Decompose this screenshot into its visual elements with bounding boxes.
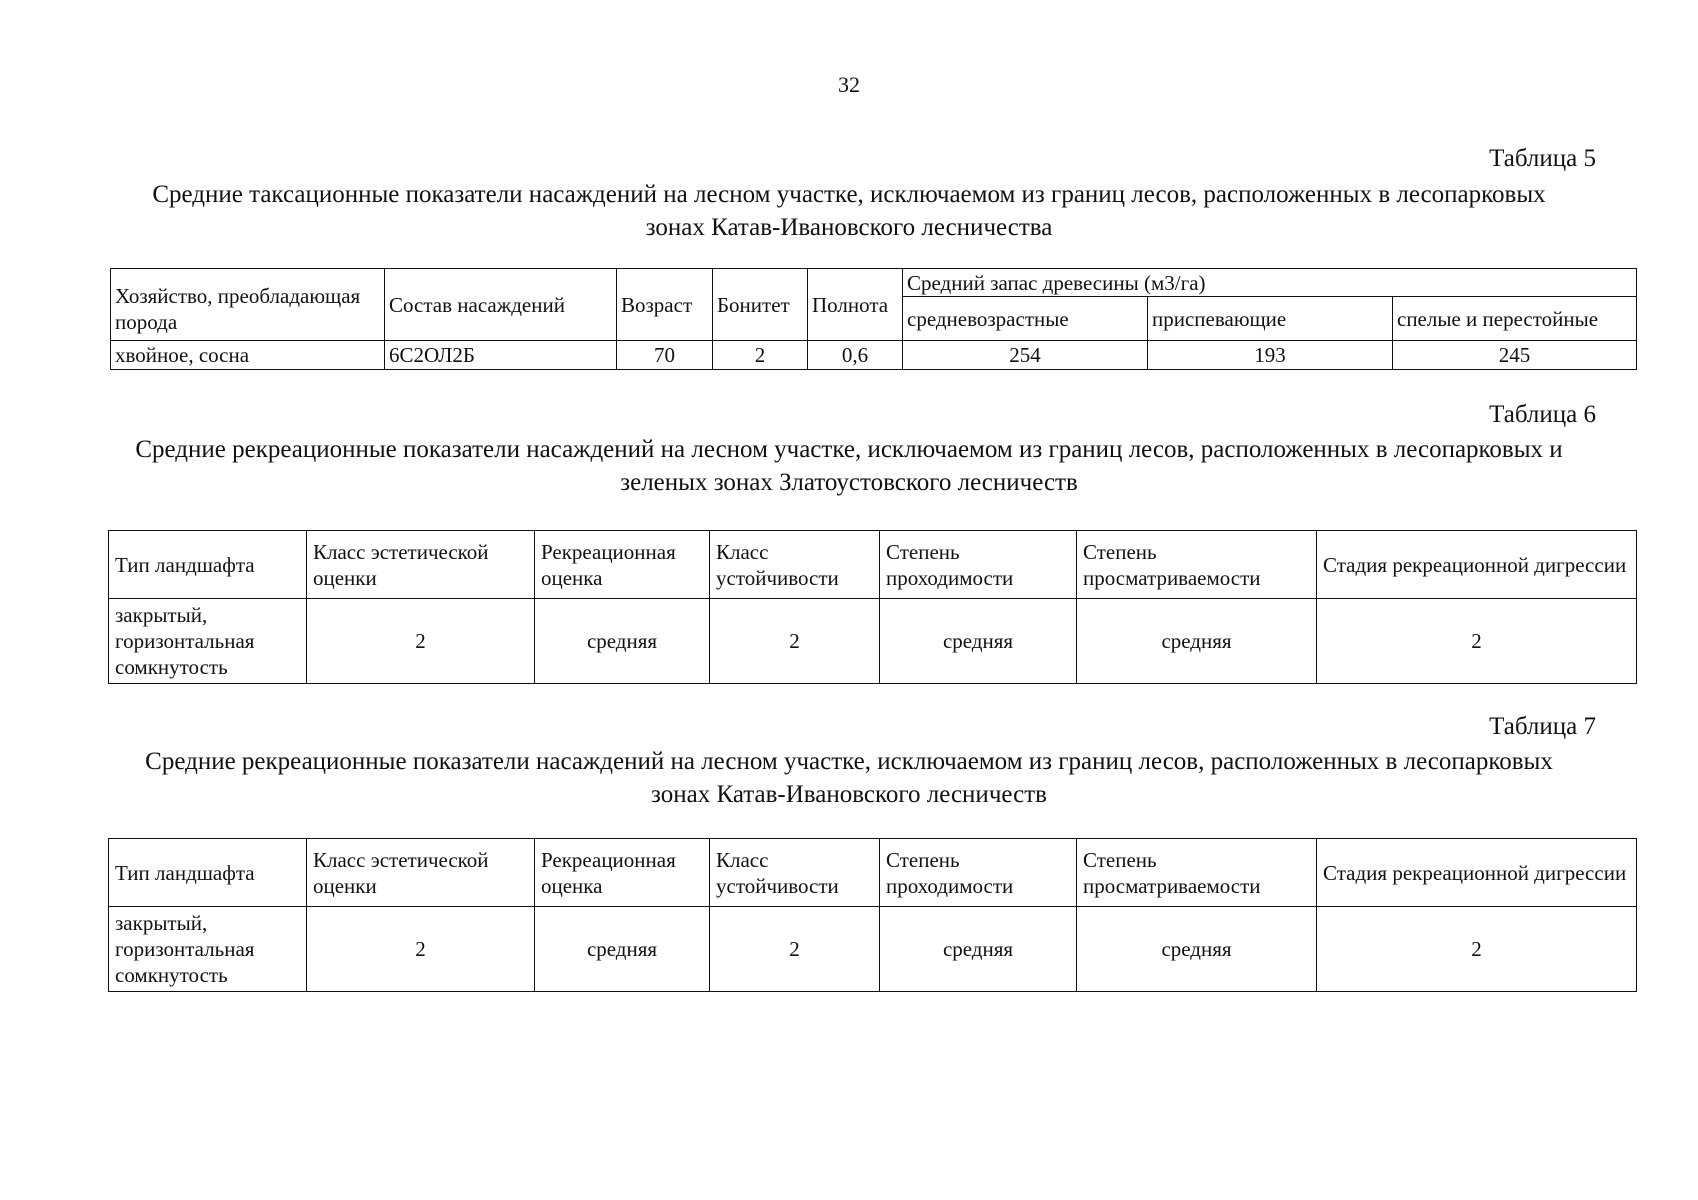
table6-label: Таблица 6 (1489, 401, 1596, 428)
table7-cell-aesthetic: 2 (307, 907, 535, 992)
table5-header-middle-aged: средневозрастные (903, 297, 1148, 341)
table6-header-stability: Класс устойчивости (710, 531, 880, 599)
table6-cell-digression: 2 (1317, 599, 1637, 684)
table7-header-landscape: Тип ландшафта (109, 839, 307, 907)
table5-cell-bonitet: 2 (713, 341, 808, 370)
table7-header-aesthetic: Класс эстетической оценки (307, 839, 535, 907)
table6-cell-stability: 2 (710, 599, 880, 684)
table7-cell-stability: 2 (710, 907, 880, 992)
table6-header-digression: Стадия рекреационной дигрессии (1317, 531, 1637, 599)
table5-header-composition: Состав насаждений (385, 269, 617, 341)
table6-cell-passability: средняя (880, 599, 1077, 684)
table5-cell-household: хвойное, сосна (111, 341, 385, 370)
table6-header-visibility: Степень просматриваемости (1077, 531, 1317, 599)
table6-header-aesthetic: Класс эстетической оценки (307, 531, 535, 599)
table6-title: Средние рекреационные показатели насаждений на лесном участке, исключаемом из границ лесов, расположенных в лесопарковых и зеленых зонах Златоустовского лесничеств (135, 436, 1563, 496)
table5-header-density: Полнота (808, 269, 903, 341)
table5-header-maturing: приспевающие (1148, 297, 1393, 341)
table6-cell-recreation: средняя (535, 599, 710, 684)
table5-cell-middle-aged: 254 (903, 341, 1148, 370)
table5-cell-mature: 245 (1393, 341, 1637, 370)
table5-header-household: Хозяйство, преобладающая порода (111, 269, 385, 341)
table7 (108, 838, 1637, 992)
table6-cell-visibility: средняя (1077, 599, 1317, 684)
table6 (108, 530, 1637, 684)
table7-cell-recreation: средняя (535, 907, 710, 992)
page-number: 32 (838, 72, 860, 97)
table7-cell-landscape: закрытый, горизонтальная сомкнутость (109, 907, 307, 992)
table6-header-landscape: Тип ландшафта (109, 531, 307, 599)
table6-header-recreation: Рекреационная оценка (535, 531, 710, 599)
table6-header-passability: Степень проходимости (880, 531, 1077, 599)
table5-header-mature: спелые и перестойные (1393, 297, 1637, 341)
table5-cell-age: 70 (617, 341, 713, 370)
table7-title: Средние рекреационные показатели насаждений на лесном участке, исключаемом из границ лесов, расположенных в лесопарковых зонах Катав-Ивановского лесничеств (145, 748, 1553, 808)
table7-cell-visibility: средняя (1077, 907, 1317, 992)
table5-header-bonitet: Бонитет (713, 269, 808, 341)
table7-cell-digression: 2 (1317, 907, 1637, 992)
table5 (110, 268, 1637, 370)
table7-header-stability: Класс устойчивости (710, 839, 880, 907)
table7-header-passability: Степень проходимости (880, 839, 1077, 907)
table6-cell-aesthetic: 2 (307, 599, 535, 684)
table5-title: Средние таксационные показатели насаждений на лесном участке, исключаемом из границ лесов, расположенных в лесопарковых зонах Катав-Ивановского лесничества (152, 181, 1546, 241)
table7-label: Таблица 7 (1489, 713, 1596, 740)
table6-cell-landscape: закрытый, горизонтальная сомкнутость (109, 599, 307, 684)
table5-cell-maturing: 193 (1148, 341, 1393, 370)
table7-cell-passability: средняя (880, 907, 1077, 992)
table5-header-stock-group: Средний запас древесины (м3/га) (903, 269, 1637, 297)
table5-header-age: Возраст (617, 269, 713, 341)
table5-cell-composition: 6С2ОЛ2Б (385, 341, 617, 370)
table7-header-recreation: Рекреационная оценка (535, 839, 710, 907)
table5-label: Таблица 5 (1489, 145, 1596, 172)
table7-header-digression: Стадия рекреационной дигрессии (1317, 839, 1637, 907)
table5-cell-density: 0,6 (808, 341, 903, 370)
table7-header-visibility: Степень просматриваемости (1077, 839, 1317, 907)
